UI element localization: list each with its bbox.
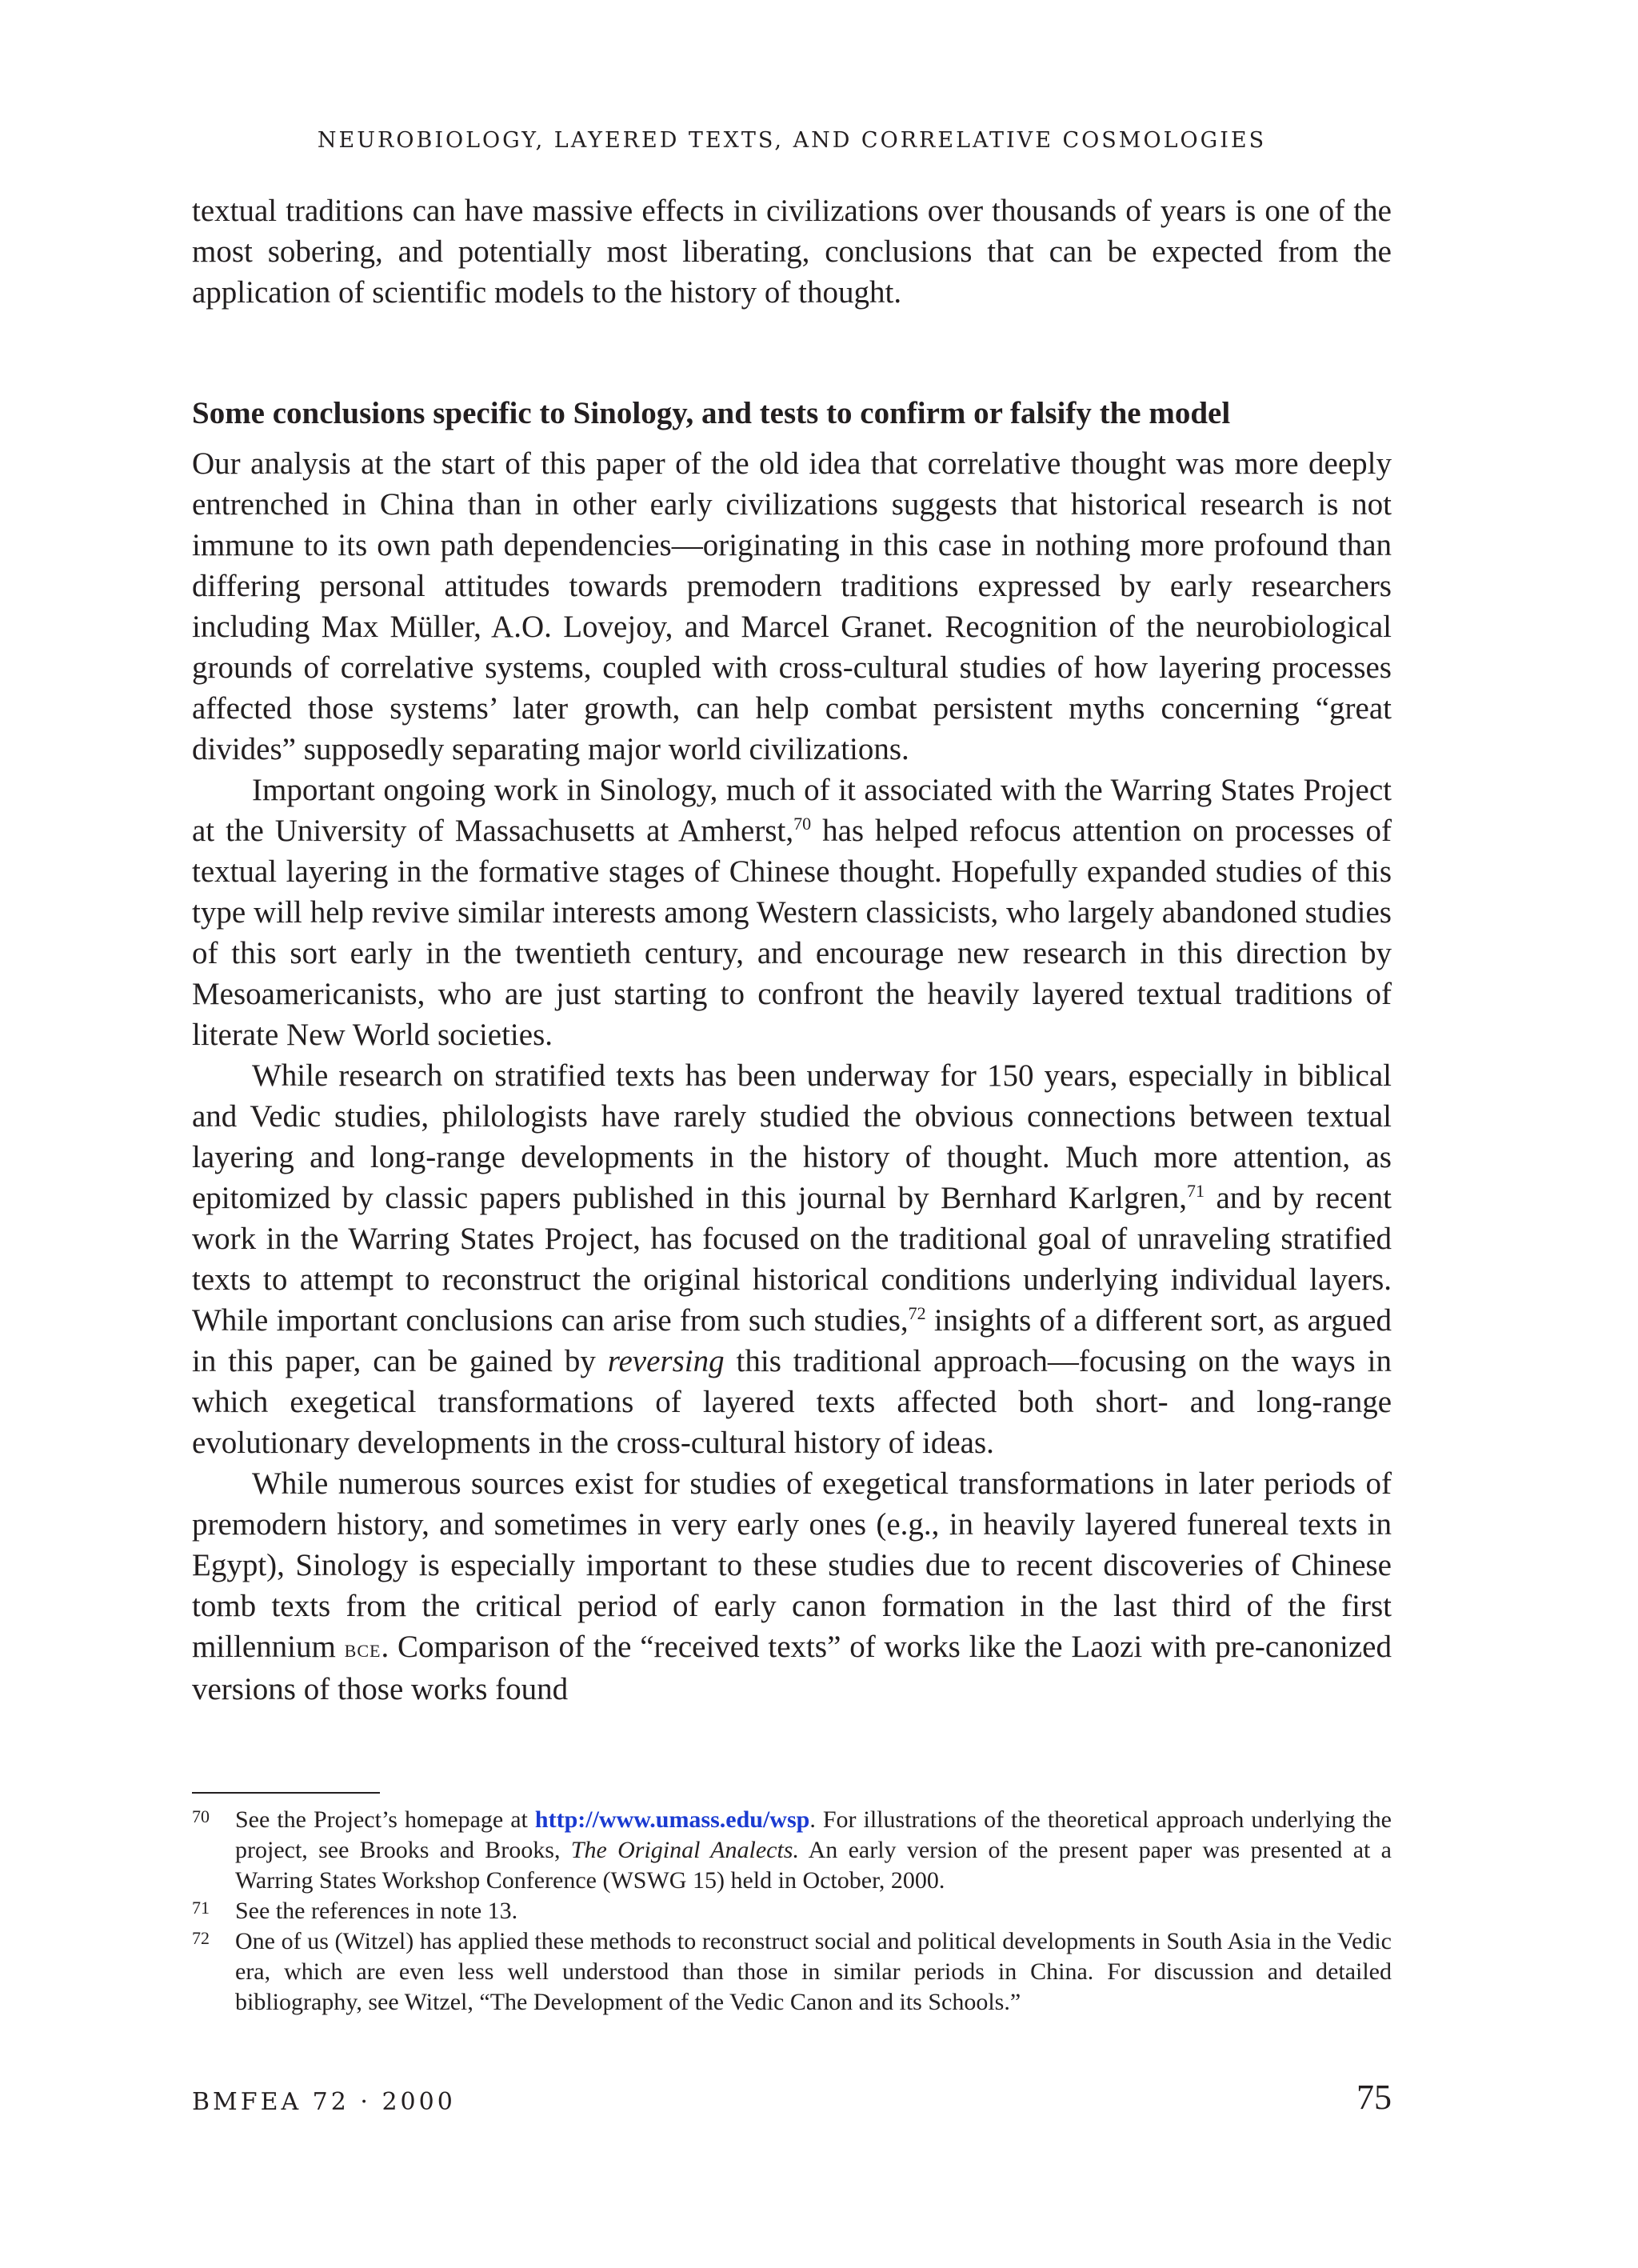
paragraph-4 xyxy=(192,1463,1392,1710)
footnote-70-text-a: See the Project’s homepage at xyxy=(235,1806,535,1833)
footnote-ref-72[interactable]: 72 xyxy=(908,1303,926,1323)
paragraph-4-text-a: While numerous sources exist for studies of exegetical transformations in later periods of premodern history, and sometimes in very early ones (e.g., in heavily layered funereal texts in Egypt), Sinology is especially important to these studies due to recent discoveries of Chinese tomb texts from the critical period of early canon formation in the last third of the first millennium xyxy=(192,1466,1392,1664)
project-homepage-link[interactable]: http://www.umass.edu/wsp xyxy=(534,1806,810,1833)
footnote-ref-71[interactable]: 71 xyxy=(1187,1181,1205,1201)
paragraph-2-text-b: has helped refocus attention on processes of textual layering in the formative stages of Chinese thought. Hopefully expanded studies of this type will help revive similar interests among Western classicists, who largely abandoned studies of this sort early in the twentieth century, and encourage new research in this direction by Mesoamericanists, who are just starting to confront the heavily layered textual traditions of literate New World societies. xyxy=(192,814,1392,1052)
footnote-70-text-c: An early version of the present paper was presented at a Warring States Workshop Conference (WSWG 15) held in October, 2000. xyxy=(235,1837,1392,1894)
footnote-70-text-b: . For illustrations of the theoretical approach underlying the project, see Brooks and Brooks, xyxy=(235,1806,1392,1863)
page xyxy=(192,0,1392,2268)
footnote-number: 71 xyxy=(192,1898,210,1918)
paragraph-2-text-a: Important ongoing work in Sinology, much of it associated with the Warring States Project at the University of Massachusetts at Amherst, xyxy=(192,773,1392,848)
book-title: The Original Analects. xyxy=(570,1837,799,1863)
footnote-rule xyxy=(192,1792,380,1794)
paragraph-1: Our analysis at the start of this paper of the old idea that correlative thought was more deeply entrenched in China than in other early civilizations suggests that historical research is not immune to its own path dependencies—originating in this case in nothing more profound than differing personal attitudes towards premodern traditions expressed by early researchers including Max Müller, A.O. Lovejoy, and Marcel Granet. Recognition of the neurobiological grounds of correlative systems, coupled with cross-cultural studies of how layering processes affected those systems’ later growth, can help combat persistent myths concerning “great divides” supposedly separating major world civilizations. xyxy=(192,446,1392,766)
footnotes xyxy=(192,1805,1392,2018)
paragraph-3-text-b: and by recent work in the Warring States Project, has focused on the traditional goal of unraveling stratified texts to attempt to reconstruct the original historical conditions underlying individual layers. While important conclusions can arise from such studies, xyxy=(192,1181,1392,1338)
footnote-72-text: One of us (Witzel) has applied these methods to reconstruct social and political developments in South Asia in the Vedic era, which are even less well understood than those in similar periods in China. For discussion and detailed bibliography, see Witzel, “The Development of the Vedic Canon and its Schools.” xyxy=(235,1928,1392,2015)
footnote-number: 70 xyxy=(192,1806,210,1826)
footnote-70 xyxy=(192,1805,1392,1896)
footnote-71 xyxy=(192,1896,1392,1926)
page-number: 75 xyxy=(1356,2078,1392,2117)
footnote-number: 72 xyxy=(192,1928,210,1948)
paragraph-3 xyxy=(192,1055,1392,1463)
paragraph-2 xyxy=(192,770,1392,1055)
footnote-ref-70[interactable]: 70 xyxy=(793,814,812,834)
paragraph-4-text-b: . Comparison of the “received texts” of works like the Laozi with pre-canonized versions of those works found xyxy=(192,1630,1392,1706)
paragraph-3-text-d: this traditional approach—focusing on the ways in which exegetical transformations of layered texts affected both short- and long-range evolutionary developments in the cross-cultural history of ideas. xyxy=(192,1344,1392,1460)
emphasis-reversing: reversing xyxy=(607,1344,725,1378)
journal-footer: BMFEA 72 · 2000 xyxy=(192,2088,456,2116)
paragraph-3-text-a: While research on stratified texts has been underway for 150 years, especially in biblical and Vedic studies, philologists have rarely studied the obvious connections between textual layering and long-range developments in the history of thought. Much more attention, as epitomized by classic papers published in this journal by Bernhard Karlgren, xyxy=(192,1058,1392,1215)
intro-paragraph: textual traditions can have massive effects in civilizations over thousands of years is one of the most sobering, and potentially most liberating, conclusions that can be expected from the application of scientific models to the history of thought. xyxy=(192,194,1392,310)
paragraph-3-text-c: insights of a different sort, as argued in this paper, can be gained by xyxy=(192,1303,1392,1378)
section-heading: Some conclusions specific to Sinology, and tests to confirm or falsify the model xyxy=(192,396,1231,430)
running-head: NEUROBIOLOGY, LAYERED TEXTS, AND CORRELATIVE COSMOLOGIES xyxy=(317,128,1267,153)
footnote-72 xyxy=(192,1926,1392,2018)
era-abbreviation: bce xyxy=(344,1634,382,1662)
footnote-71-text: See the references in note 13. xyxy=(235,1898,518,1924)
body-text xyxy=(192,190,1392,1710)
